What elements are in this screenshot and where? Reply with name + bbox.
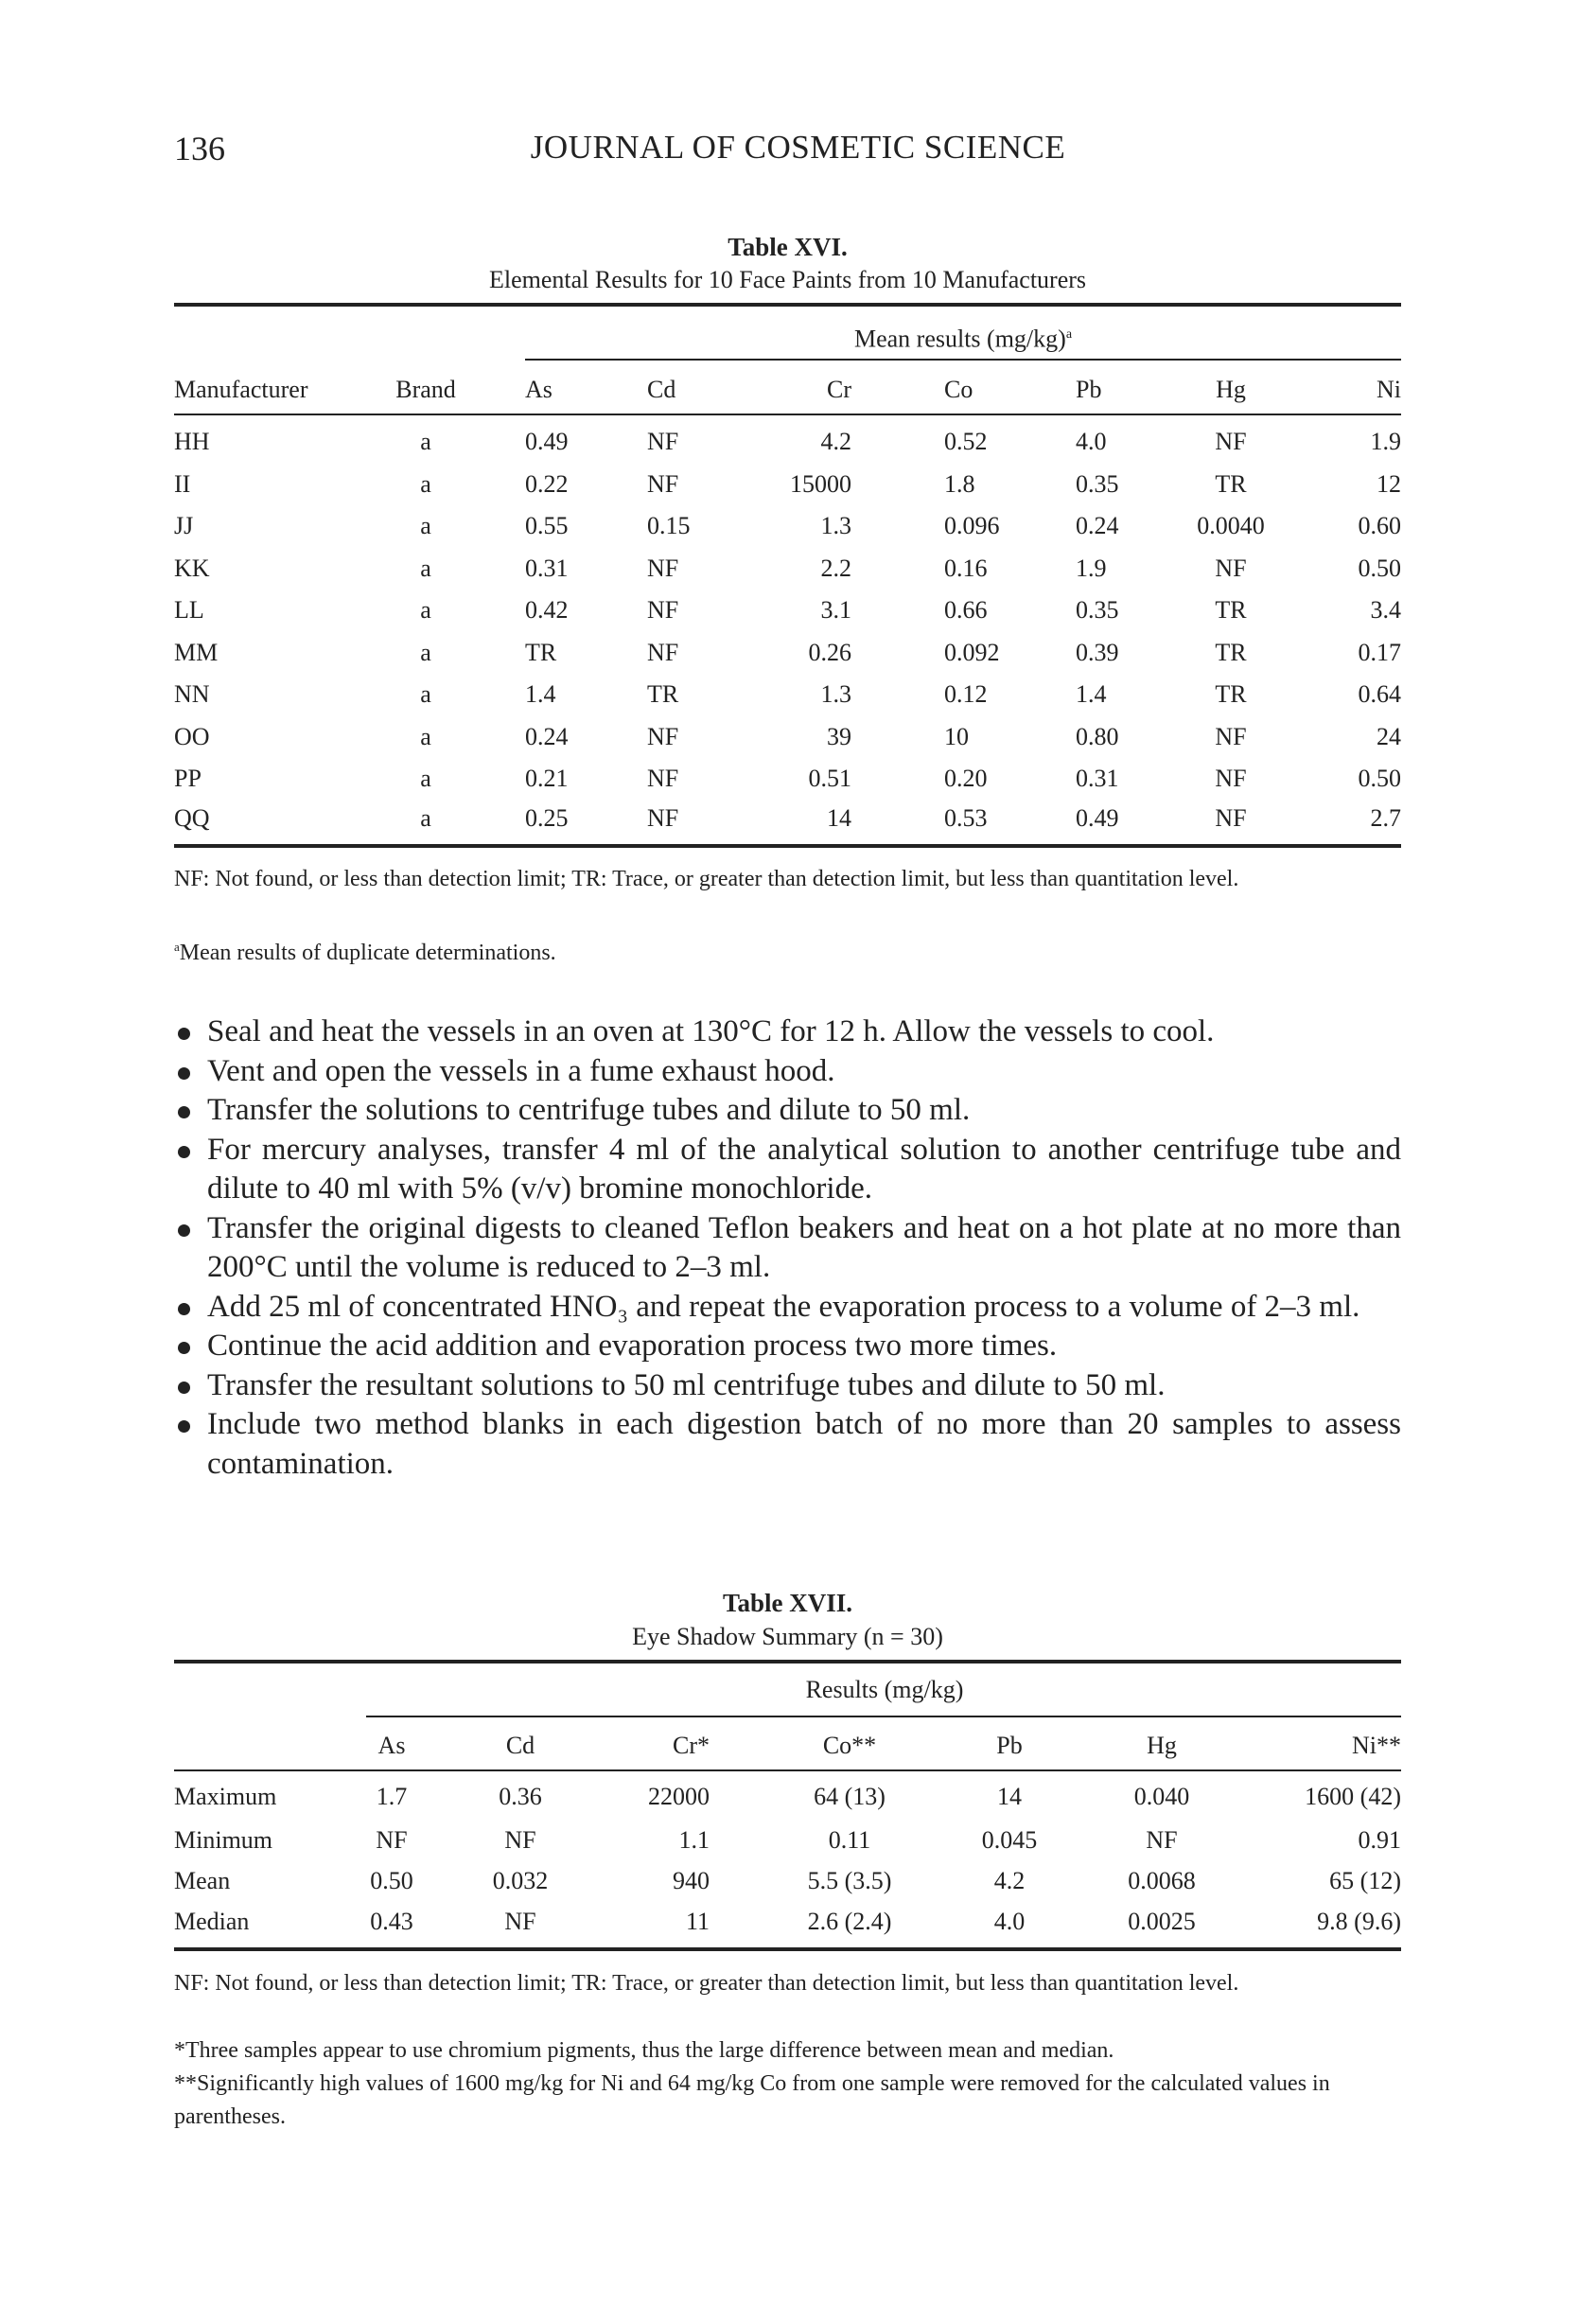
table-cell: 0.36	[499, 1783, 542, 1810]
table-cell: 12	[1377, 470, 1401, 498]
column-header: Brand	[395, 376, 456, 403]
table-16-caption: Elemental Results for 10 Face Paints from 10 Manufacturers	[488, 266, 1087, 293]
table-bottom-rule	[174, 844, 1401, 848]
list-item-text: Transfer the resultant solutions to 50 ml centrifuge tubes and dilute to 50 ml.	[207, 1367, 1166, 1402]
procedure-list	[174, 1012, 1401, 1484]
table-cell: 0.24	[525, 723, 569, 750]
column-header: Cr	[827, 376, 851, 403]
table-cell: 15000	[790, 470, 851, 498]
table-cell: 0.49	[525, 428, 569, 455]
row-label: Maximum	[174, 1783, 277, 1810]
column-header: Co**	[822, 1732, 877, 1759]
table-cell: 0.092	[944, 639, 1000, 666]
column-header: Cr*	[673, 1732, 710, 1759]
table-cell: TR	[1215, 639, 1247, 666]
table-cell: 1.9	[1076, 554, 1107, 582]
table-17-caption: Eye Shadow Summary (n = 30)	[632, 1623, 943, 1650]
table-17-footnote-cr: *Three samples appear to use chromium pigments, thus the large difference between mean and median.	[174, 2038, 1114, 2063]
table-cell: 2.2	[820, 554, 851, 582]
column-header: Ni	[1377, 376, 1401, 403]
table-cell: 0.24	[1076, 512, 1119, 539]
table-cell: 0.11	[828, 1826, 871, 1854]
table-cell: NF	[1146, 1826, 1178, 1854]
table-cell: 0.15	[647, 512, 691, 539]
row-label: LL	[174, 596, 204, 624]
bullet-icon	[178, 1106, 190, 1118]
table-cell: 4.2	[820, 428, 851, 455]
table-cell: 0.49	[1076, 804, 1119, 832]
table-cell: 65 (12)	[1329, 1867, 1401, 1894]
row-label: OO	[174, 723, 210, 750]
group-header: Mean results $(mg/kg)^a$	[853, 325, 1073, 353]
row-label: Mean	[174, 1867, 231, 1894]
table-cell: TR	[1215, 596, 1247, 624]
table-cell: 0.55	[525, 512, 569, 539]
table-cell: 0.91	[1358, 1826, 1401, 1854]
column-header: Pb	[996, 1732, 1023, 1759]
table-cell: 0.0025	[1128, 1908, 1196, 1935]
table-cell: 1.3	[820, 512, 851, 539]
table-cell: a	[420, 765, 431, 792]
header-rule	[174, 414, 1401, 415]
list-item-text: Transfer the solutions to centrifuge tubes and dilute to 50 ml.	[207, 1093, 971, 1127]
list-item	[174, 1366, 1401, 1406]
list-item-text: Continue the acid addition and evaporation process two more times.	[207, 1329, 1058, 1363]
column-header: Manufacturer	[174, 376, 308, 403]
table-cell: NF	[376, 1826, 408, 1854]
table-cell: 0.032	[492, 1867, 549, 1894]
table-cell: a	[420, 804, 431, 832]
table-cell: TR	[1215, 470, 1247, 498]
list-item	[174, 1327, 1401, 1366]
table-16-label: Table XVI.	[728, 233, 848, 261]
table-cell: 24	[1377, 723, 1401, 750]
table-cell: a	[420, 639, 431, 666]
list-item	[174, 1012, 1401, 1052]
table-cell: a	[420, 680, 431, 708]
journal-title: JOURNAL OF COSMETIC SCIENCE	[530, 129, 1066, 166]
table-cell: 4.0	[1076, 428, 1107, 455]
table-cell: 0.51	[808, 765, 851, 792]
table-cell: 1.3	[820, 680, 851, 708]
table-cell: 22000	[648, 1783, 710, 1810]
table-cell: 3.1	[820, 596, 851, 624]
table-cell: 0.25	[525, 804, 569, 832]
bullet-icon	[178, 1303, 190, 1315]
table-cell: TR	[647, 680, 679, 708]
table-cell: 0.43	[370, 1908, 413, 1935]
table-cell: 1.1	[678, 1826, 710, 1854]
column-header: Ni**	[1352, 1732, 1401, 1759]
row-label: Minimum	[174, 1826, 273, 1854]
row-label: II	[174, 470, 191, 498]
table-cell: 0.66	[944, 596, 988, 624]
bullet-icon	[178, 1382, 190, 1394]
table-cell: NF	[647, 596, 679, 624]
table-cell: 14	[827, 804, 851, 832]
table-cell: 0.17	[1358, 639, 1401, 666]
table-cell: 2.6 (2.4)	[807, 1908, 892, 1935]
bullet-icon	[178, 1224, 190, 1237]
table-cell: 1.4	[1076, 680, 1107, 708]
column-header: As	[525, 376, 552, 403]
table-cell: NF	[647, 554, 679, 582]
column-header: Co	[944, 376, 973, 403]
table-17-label: Table XVII.	[722, 1589, 853, 1617]
row-label: HH	[174, 428, 210, 455]
list-item-text: For mercury analyses, transfer 4 ml of the analytical solution to another centrifuge tube and dilute to 40 ml with 5% (v/v) bromine monochloride.	[207, 1132, 1401, 1206]
table-bottom-rule	[174, 1947, 1401, 1951]
list-item	[174, 1052, 1401, 1092]
row-label: Median	[174, 1908, 250, 1935]
bullet-icon	[178, 1067, 190, 1080]
column-header: Cd	[647, 376, 676, 403]
table-cell: 0.0068	[1128, 1867, 1196, 1894]
table-cell: 0.80	[1076, 723, 1119, 750]
table-cell: 0.22	[525, 470, 569, 498]
table-cell: NF	[1215, 428, 1247, 455]
list-item-text: Vent and open the vessels in a fume exhaust hood.	[207, 1053, 835, 1088]
table-cell: 4.2	[993, 1867, 1026, 1894]
table-cell: NF	[647, 470, 679, 498]
table-cell: 9.8 (9.6)	[1317, 1908, 1401, 1935]
bullet-icon	[178, 1146, 190, 1158]
table-cell: 940	[673, 1867, 710, 1894]
table-cell: 0.26	[808, 639, 851, 666]
table-cell: NF	[1215, 723, 1247, 750]
list-item	[174, 1131, 1401, 1209]
table-cell: 1.8	[944, 470, 975, 498]
table-cell: NF	[647, 428, 679, 455]
table-cell: 14	[997, 1783, 1022, 1810]
table-cell: NF	[647, 804, 679, 832]
table-top-rule	[174, 1660, 1401, 1663]
list-item-text: Add 25 ml of concentrated HNO₃ and repeat the evaporation process to a volume of 2–3 ml.	[207, 1289, 1360, 1324]
list-item	[174, 1288, 1401, 1328]
table-cell: 0.50	[1358, 554, 1401, 582]
table-16-note: NF: Not found, or less than detection limit; TR: Trace, or greater than detection limit, but less than quantitation level.	[174, 867, 1239, 891]
table-17-footnote-ni-co: **Significantly high values of 1600 mg/kg for Ni and 64 mg/kg Co from one sample were removed for the calculated values in parentheses.	[174, 2071, 1330, 2129]
table-cell: 0.0040	[1197, 512, 1265, 539]
table-cell: NF	[1215, 554, 1247, 582]
table-cell: 0.52	[944, 428, 988, 455]
page-number: 136	[174, 130, 225, 167]
table-cell: 0.50	[1358, 765, 1401, 792]
bullet-icon	[178, 1342, 190, 1354]
column-header: As	[377, 1732, 406, 1759]
table-cell: NF	[647, 639, 679, 666]
bullet-icon	[178, 1420, 190, 1433]
table-cell: a	[420, 512, 431, 539]
group-rule	[366, 1716, 1401, 1717]
table-cell: 0.045	[981, 1826, 1038, 1854]
table-cell: 0.60	[1358, 512, 1401, 539]
table-cell: 0.096	[944, 512, 1000, 539]
table-cell: NF	[647, 765, 679, 792]
table-17-note: NF: Not found, or less than detection limit; TR: Trace, or greater than detection limit, but less than quantitation level.	[174, 1971, 1239, 1996]
header-rule	[174, 1769, 1401, 1771]
table-cell: a	[420, 554, 431, 582]
table-cell: a	[420, 470, 431, 498]
list-item	[174, 1209, 1401, 1288]
table-cell: 5.5 (3.5)	[807, 1867, 892, 1894]
table-cell: 1600 (42)	[1305, 1783, 1401, 1810]
column-header: Hg	[1147, 1732, 1177, 1759]
table-cell: 10	[944, 723, 969, 750]
row-label: KK	[174, 554, 210, 582]
table-cell: TR	[1215, 680, 1247, 708]
table-cell: 0.42	[525, 596, 569, 624]
table-cell: NF	[647, 723, 679, 750]
table-cell: 0.16	[944, 554, 988, 582]
row-label: PP	[174, 765, 202, 792]
table-cell: 0.50	[370, 1867, 413, 1894]
table-cell: a	[420, 596, 431, 624]
list-item-text: Seal and heat the vessels in an oven at 130°C for 12 h. Allow the vessels to cool.	[207, 1014, 1215, 1048]
bullet-icon	[178, 1028, 190, 1040]
row-label: NN	[174, 680, 210, 708]
table-cell: NF	[1215, 804, 1247, 832]
column-header: Cd	[505, 1732, 535, 1759]
table-cell: 0.31	[1076, 765, 1119, 792]
list-item-text: Transfer the original digests to cleaned Teflon beakers and heat on a hot plate at no more than 200°C until the volume is reduced to 2–3 ml.	[207, 1210, 1401, 1284]
table-cell: 0.31	[525, 554, 569, 582]
table-cell: 11	[685, 1908, 710, 1935]
row-label: JJ	[174, 512, 194, 539]
row-label: QQ	[174, 804, 210, 832]
table-cell: a	[420, 723, 431, 750]
list-item	[174, 1405, 1401, 1484]
row-label: MM	[174, 639, 219, 666]
table-cell: 64 (13)	[814, 1783, 886, 1810]
table-cell: 0.35	[1076, 470, 1119, 498]
column-header: Hg	[1216, 376, 1246, 403]
table-cell: TR	[525, 639, 557, 666]
table-cell: 0.20	[944, 765, 988, 792]
table-cell: 1.7	[376, 1783, 408, 1810]
table-top-rule	[174, 303, 1401, 307]
table-cell: 39	[827, 723, 851, 750]
list-item	[174, 1091, 1401, 1131]
table-cell: NF	[1215, 765, 1247, 792]
table-cell: 0.21	[525, 765, 569, 792]
table-cell: 0.53	[944, 804, 988, 832]
table-16-footnote: $^a$Mean results of duplicate determinations.	[174, 940, 556, 965]
group-rule	[525, 359, 1401, 361]
table-cell: 1.4	[525, 680, 556, 708]
table-cell: NF	[504, 1826, 536, 1854]
table-cell: 2.7	[1370, 804, 1401, 832]
table-cell: 1.9	[1370, 428, 1401, 455]
table-cell: 4.0	[993, 1908, 1026, 1935]
table-cell: 3.4	[1370, 596, 1401, 624]
table-cell: 0.12	[944, 680, 988, 708]
table-cell: a	[420, 428, 431, 455]
column-header: Pb	[1076, 376, 1102, 403]
table-cell: 0.35	[1076, 596, 1119, 624]
table-cell: 0.040	[1133, 1783, 1190, 1810]
list-item-text: Include two method blanks in each digestion batch of no more than 20 samples to assess contamination.	[207, 1407, 1401, 1481]
table-cell: 0.39	[1076, 639, 1119, 666]
table-cell: 0.64	[1358, 680, 1401, 708]
table-cell: NF	[504, 1908, 536, 1935]
group-header: Results (mg/kg)	[805, 1676, 964, 1703]
